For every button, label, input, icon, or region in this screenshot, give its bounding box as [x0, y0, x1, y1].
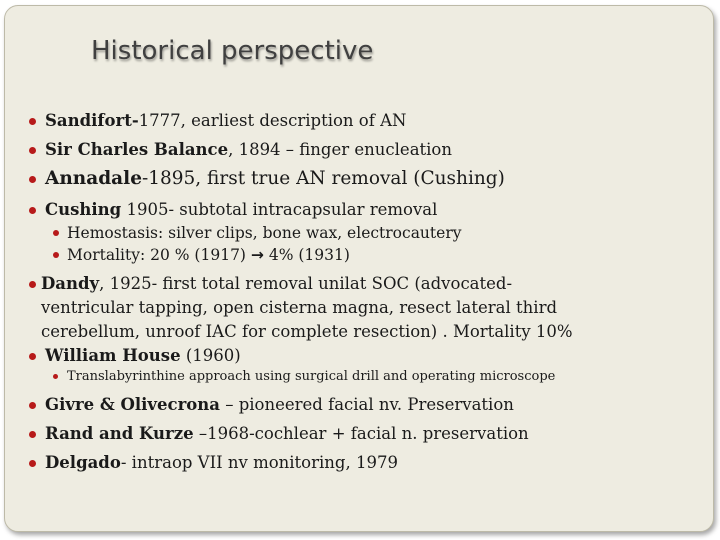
bullet-icon [29, 460, 36, 467]
item-text: – pioneered facial nv. Preservation [219, 395, 514, 414]
sub-item-text: Hemostasis: silver clips, bone wax, electrocautery [67, 224, 462, 242]
item-name: Givre & Olivecrona [45, 395, 220, 414]
bullet-icon [53, 230, 59, 236]
list-item [29, 138, 639, 162]
list-item [29, 451, 639, 475]
bullet-icon [53, 252, 59, 258]
list-item [29, 393, 639, 417]
list-item [29, 109, 639, 133]
bullet-icon [29, 176, 36, 183]
item-text: , 1925- first total removal unilat SOC (advocated- ventricular tapping, open cisterna magna, resect lateral third cerebellum, unroof IAC for complete resection) . Mortality 10% [41, 274, 573, 341]
list-item [29, 272, 589, 344]
item-name: Annadale [45, 168, 142, 189]
bullet-icon [29, 431, 36, 438]
item-name: William House [45, 346, 181, 365]
sub-item-text: Translabyrinthine approach using surgical drill and operating microscope [67, 369, 556, 384]
item-name: Dandy [41, 274, 100, 293]
sub-list-item [53, 244, 613, 266]
item-text: (1960) [180, 346, 241, 365]
item-name: Delgado [45, 453, 121, 472]
item-name: Cushing [45, 200, 122, 219]
item-name: Sandifort- [45, 111, 139, 130]
list-item [29, 167, 639, 193]
slide [4, 5, 714, 532]
bullet-icon [29, 281, 36, 288]
item-text: –1968-cochlear + facial n. preservation [193, 424, 529, 443]
item-name: Rand and Kurze [45, 424, 194, 443]
bullet-icon [29, 118, 36, 125]
item-text: , 1894 – finger enucleation [228, 140, 452, 159]
item-text: - intraop VII nv monitoring, 1979 [120, 453, 398, 472]
item-text: 1905- subtotal intracapsular removal [121, 200, 438, 219]
bullet-icon [53, 374, 58, 379]
bullet-icon [29, 207, 36, 214]
list-item [29, 422, 639, 446]
item-text: -1895, first true AN removal (Cushing) [141, 168, 505, 189]
sub-list-item [53, 367, 653, 387]
arrow-right-icon: → [250, 246, 264, 264]
list-item [29, 198, 639, 222]
bullet-icon [29, 353, 36, 360]
bullet-icon [29, 402, 36, 409]
sub-list-item [53, 222, 613, 244]
sub-item-text: 4% (1931) [263, 246, 350, 264]
sub-item-text: Mortality: 20 % (1917) [67, 246, 251, 264]
item-name: Sir Charles Balance [45, 140, 229, 159]
item-text: 1777, earliest description of AN [138, 111, 407, 130]
bullet-icon [29, 147, 36, 154]
slide-title: Historical perspective [91, 36, 374, 66]
list-item [29, 344, 639, 368]
